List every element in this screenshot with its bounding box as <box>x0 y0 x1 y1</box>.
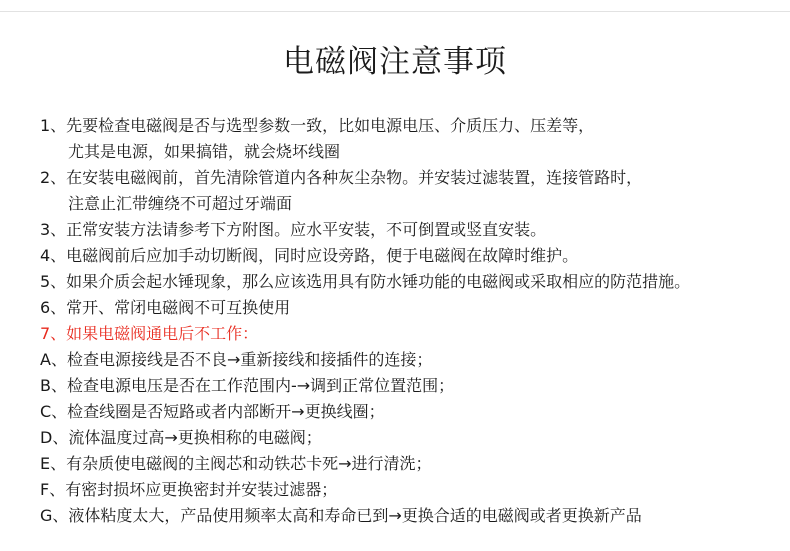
list-item-warning: 7、如果电磁阀通电后不工作： <box>40 324 259 343</box>
list-item: F、有密封损坏应更换密封并安装过滤器； <box>40 480 338 499</box>
list-item: B、检查电源电压是否在工作范围内-→调到正常位置范围； <box>40 376 455 395</box>
list-item: C、检查线圈是否短路或者内部断开→更换线圈； <box>40 402 385 421</box>
list-item: 1、先要检查电磁阀是否与选型参数一致，比如电源电压、介质压力、压差等， <box>40 116 595 135</box>
list-item: G、液体粘度太大，产品使用频率太高和寿命已到→更换合适的电磁阀或者更换新产品 <box>40 506 642 525</box>
list-item: 3、正常安装方法请参考下方附图。应水平安装，不可倒置或竖直安装。 <box>40 220 547 239</box>
list-item: 5、如果介质会起水锤现象，那么应该选用具有防水锤功能的电磁阀或采取相应的防范措施。 <box>40 272 691 291</box>
list-item-continuation: 注意止汇带缠绕不可超过牙端面 <box>68 194 293 213</box>
top-divider <box>0 0 790 12</box>
list-item-continuation: 尤其是电源，如果搞错，就会烧坏线圈 <box>68 142 341 161</box>
list-item: D、流体温度过高→更换相称的电磁阀； <box>40 428 322 447</box>
list-item: A、检查电源接线是否不良→重新接线和接插件的连接； <box>40 350 433 369</box>
list-item: 6、常开、常闭电磁阀不可互换使用 <box>40 298 291 317</box>
list-item: 4、电磁阀前后应加手动切断阀，同时应设旁路，便于电磁阀在故障时维护。 <box>40 246 579 265</box>
list-item: 2、在安装电磁阀前，首先清除管道内各种灰尘杂物。并安装过滤装置，连接管路时， <box>40 168 643 187</box>
notes-list <box>40 113 780 529</box>
page-title: 电磁阀注意事项 <box>283 44 507 80</box>
list-item: E、有杂质使电磁阀的主阀芯和动铁芯卡死→进行清洗； <box>40 454 432 473</box>
